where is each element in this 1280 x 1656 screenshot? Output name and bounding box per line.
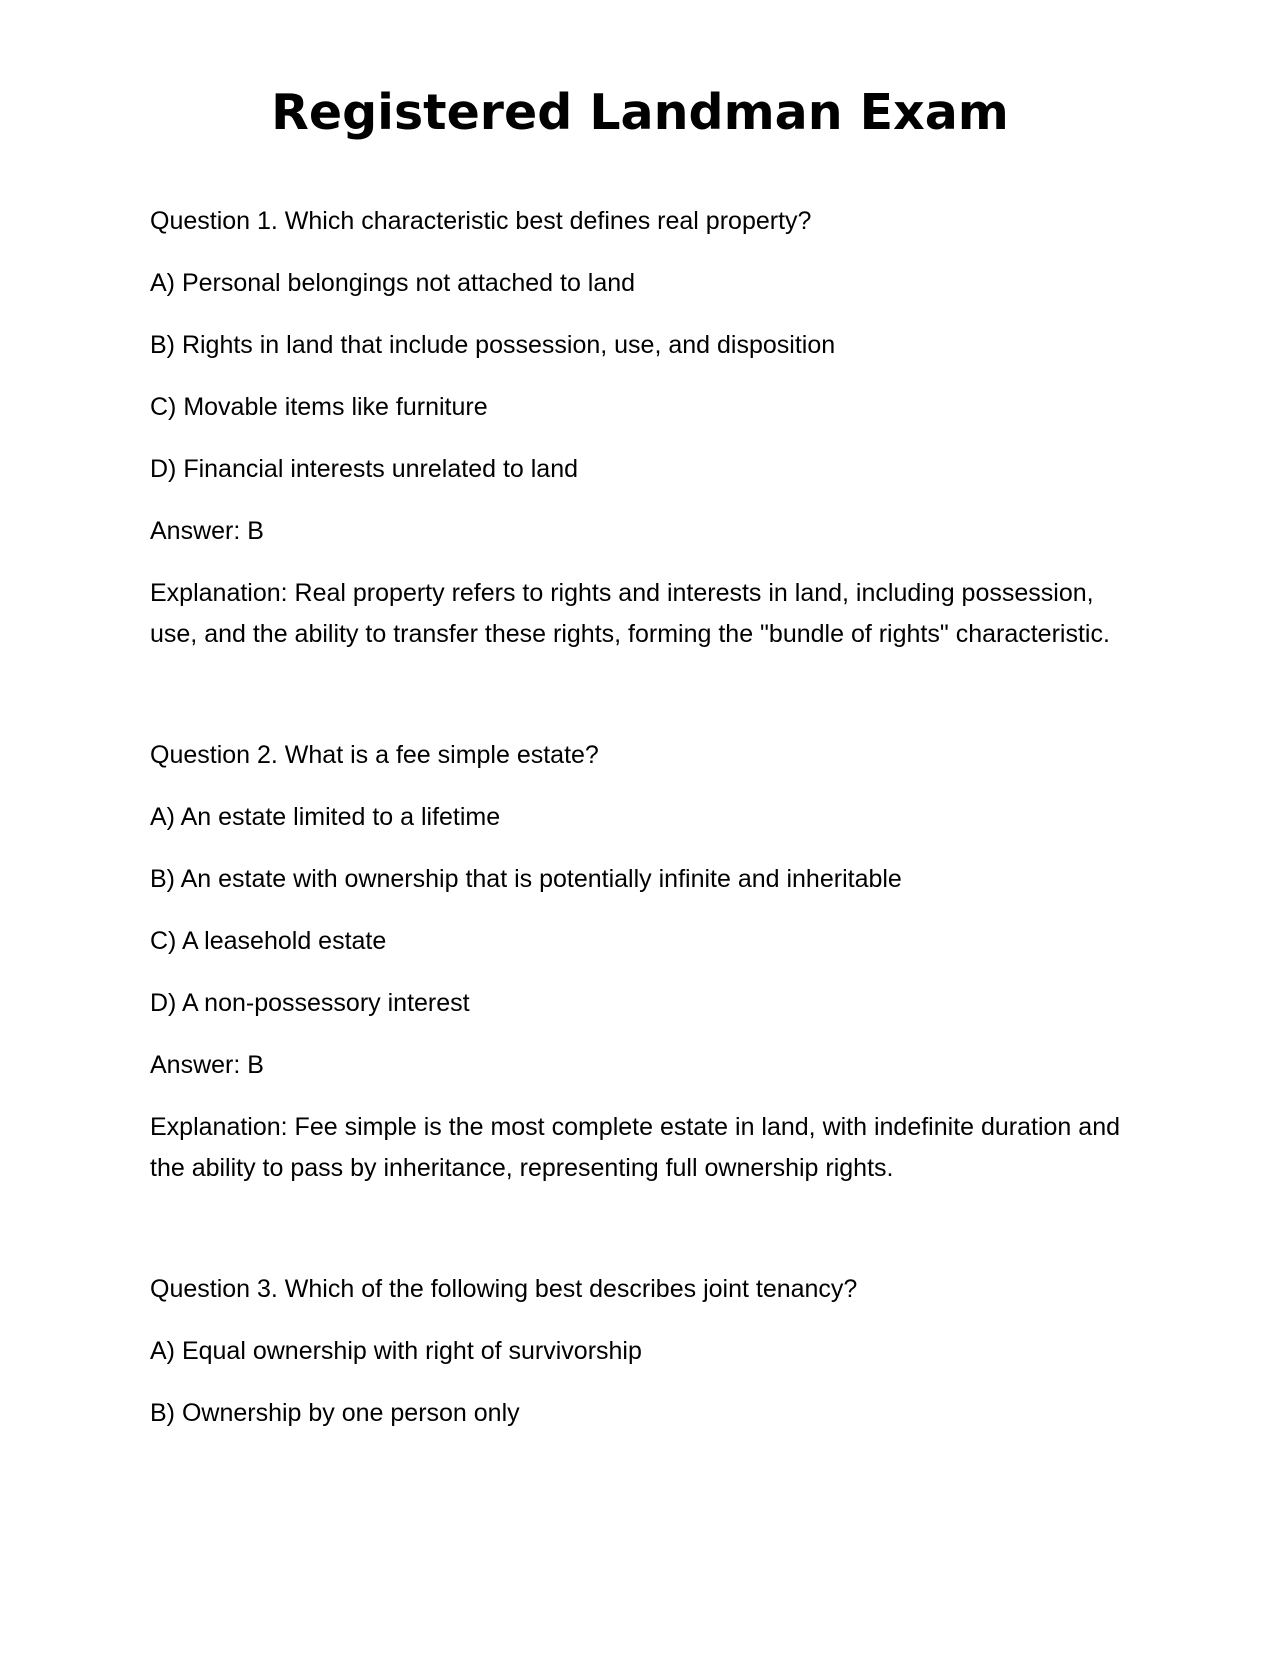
question-prompt: Question 2. What is a fee simple estate? — [150, 741, 599, 769]
question-block — [150, 201, 1140, 655]
correct-answer: Answer: B — [150, 1051, 264, 1079]
answer-option: C) A leasehold estate — [150, 927, 387, 955]
correct-answer: Answer: B — [150, 517, 264, 545]
question-prompt: Question 3. Which of the following best describes joint tenancy? — [150, 1275, 858, 1303]
question-block — [150, 735, 1140, 1189]
answer-option: D) A non-possessory interest — [150, 989, 470, 1017]
answer-option: B) Rights in land that include possession, use, and disposition — [150, 331, 836, 359]
question-separator — [150, 655, 1140, 735]
answer-option: B) An estate with ownership that is potentially infinite and inheritable — [150, 865, 902, 893]
answer-explanation: Explanation: Fee simple is the most complete estate in land, with indefinite duration and the ability to pass by inheritance, representing full ownership rights. — [150, 1113, 1120, 1182]
question-prompt: Question 1. Which characteristic best defines real property? — [150, 207, 812, 235]
answer-option: C) Movable items like furniture — [150, 393, 488, 421]
answer-option: A) Equal ownership with right of survivorship — [150, 1337, 642, 1365]
answer-option: B) Ownership by one person only — [150, 1399, 520, 1427]
question-separator — [150, 1189, 1140, 1269]
answer-option: A) Personal belongings not attached to land — [150, 269, 636, 297]
question-list — [150, 201, 1140, 1455]
question-block — [150, 1269, 1140, 1434]
answer-option: A) An estate limited to a lifetime — [150, 803, 501, 831]
answer-explanation: Explanation: Real property refers to rights and interests in land, including possession, use, and the ability to transfer these rights, forming the "bundle of rights" characteristic. — [150, 579, 1110, 648]
answer-option: D) Financial interests unrelated to land — [150, 455, 579, 483]
page-title: Registered Landman Exam — [271, 84, 1009, 141]
